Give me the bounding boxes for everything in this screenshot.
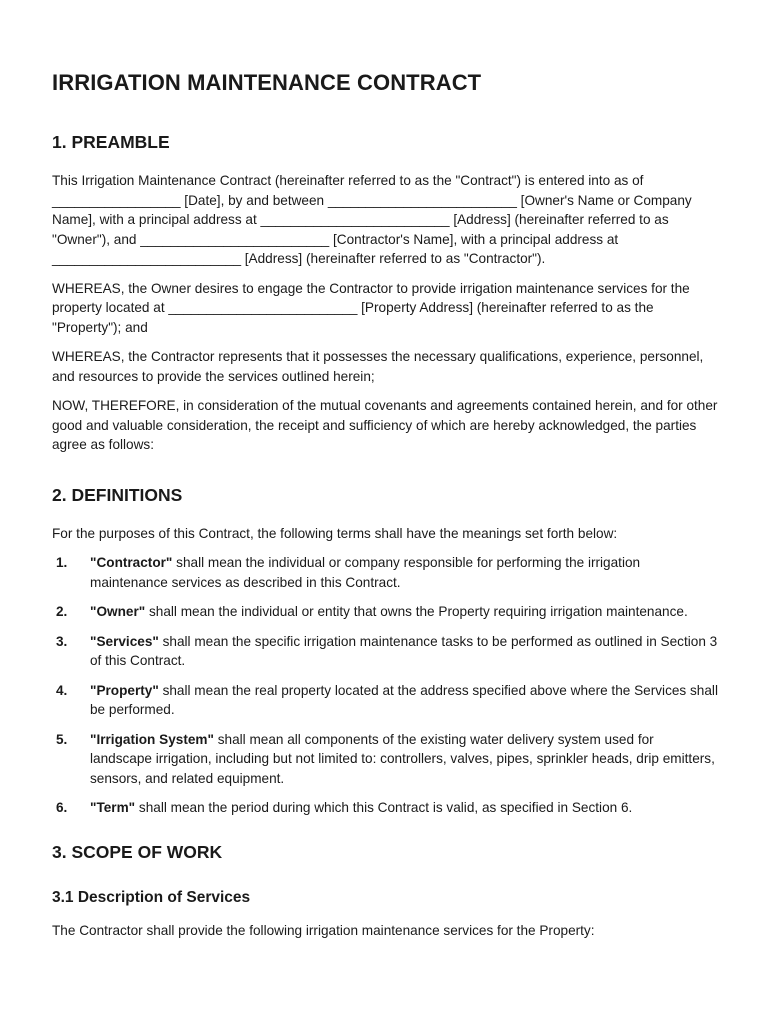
definition-item xyxy=(52,798,718,818)
services-intro: The Contractor shall provide the following irrigation maintenance services for the Property: xyxy=(52,922,595,938)
definition-number: 2. xyxy=(56,604,68,619)
definition-text: shall mean the period during which this Contract is valid, as specified in Section 6. xyxy=(135,800,633,815)
section-heading-preamble: 1. PREAMBLE xyxy=(52,132,170,152)
definitions-intro: For the purposes of this Contract, the following terms shall have the meanings set forth below: xyxy=(52,525,618,541)
document-title: IRRIGATION MAINTENANCE CONTRACT xyxy=(52,70,482,95)
definition-text: shall mean the individual or company responsible for performing the irrigation maintenance services as described in this Contract. xyxy=(90,555,641,590)
section-heading-definitions: 2. DEFINITIONS xyxy=(52,484,183,505)
definitions-list xyxy=(52,553,718,818)
definition-number: 5. xyxy=(56,731,68,747)
definition-number: 1. xyxy=(56,555,68,570)
definition-item xyxy=(52,553,718,592)
definition-text: shall mean the specific irrigation maintenance tasks to be performed as outlined in Section 3 of this Contract. xyxy=(90,633,718,668)
definition-item xyxy=(52,632,718,671)
definition-number: 4. xyxy=(56,682,68,698)
now-therefore-paragraph: NOW, THEREFORE, in consideration of the mutual covenants and agreements contained herein, and for other good and valuable consideration, the receipt and sufficiency of which are hereby acknowledged, the parties agree as follows: xyxy=(52,398,718,452)
whereas-paragraph: WHEREAS, the Contractor represents that it possesses the necessary qualifications, experience, personnel, and resources to provide the services outlined herein; xyxy=(52,349,704,384)
definition-text: shall mean the individual or entity that owns the Property requiring irrigation maintenance. xyxy=(145,604,688,619)
section-heading-scope: 3. SCOPE OF WORK xyxy=(52,841,223,862)
definition-item xyxy=(52,602,718,622)
definition-term: "Irrigation System" xyxy=(90,731,214,747)
whereas-paragraph: WHEREAS, the Owner desires to engage the Contractor to provide irrigation maintenance services for the property located at _________________________ [Property Address] (hereinafter referred to as the "Property"); and xyxy=(52,280,690,335)
definition-number: 6. xyxy=(56,800,68,815)
definition-number: 3. xyxy=(56,633,68,649)
definition-text: shall mean all components of the existing water delivery system used for landscape irrigation, including but not limited to: controllers, valves, pipes, sprinkler heads, drip emitters, sensors, and related equipment. xyxy=(90,731,715,786)
definition-item xyxy=(52,681,718,720)
definition-term: "Owner" xyxy=(90,604,146,619)
definition-item xyxy=(52,730,718,789)
definition-term: "Term" xyxy=(90,800,136,815)
definition-text: shall mean the real property located at the address specified above where the Services shall be performed. xyxy=(90,682,718,717)
definition-term: "Contractor" xyxy=(90,555,173,570)
subsection-heading-services: 3.1 Description of Services xyxy=(52,888,251,906)
definition-term: "Services" xyxy=(90,633,159,649)
definition-term: "Property" xyxy=(90,682,159,698)
preamble-paragraph: This Irrigation Maintenance Contract (hereinafter referred to as the "Contract") is entered into as of _________________ [Date], by and between _________________________ [Owner's Name or Company Name], with a principal address at _________________________ [Address] (hereinafter referred to as "Owner"), and _________________________ [Contractor's Name], with a principal address at _________________________ [Address] (hereinafter referred to as "Contractor"). xyxy=(52,173,692,266)
